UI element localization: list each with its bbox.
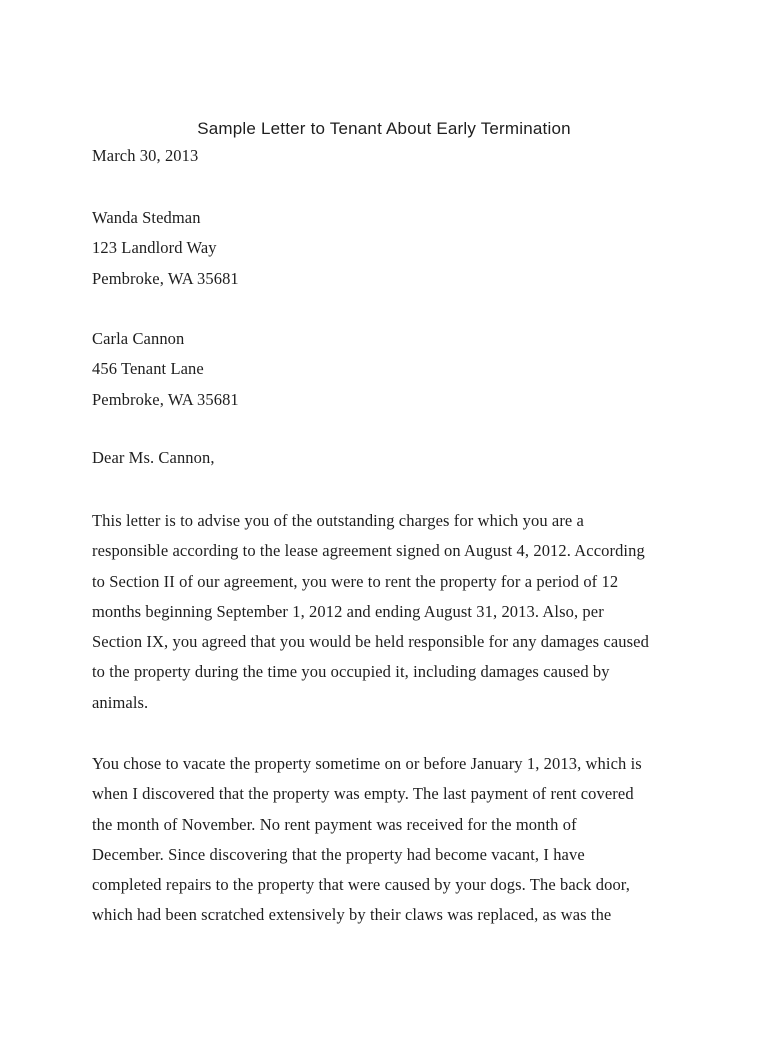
sender-street: 123 Landlord Way <box>92 238 217 258</box>
paragraph-line: which had been scratched extensively by their claws was replaced, as was the <box>92 905 612 925</box>
paragraph-line: This letter is to advise you of the outstanding charges for which you are a <box>92 511 584 530</box>
document-title: Sample Letter to Tenant About Early Termination <box>197 119 571 138</box>
paragraph-line: completed repairs to the property that were caused by your dogs. The back door, <box>92 875 630 895</box>
paragraph-line: responsible according to the lease agreement signed on August 4, 2012. According <box>92 541 645 561</box>
salutation: Dear Ms. Cannon, <box>92 448 215 467</box>
paragraph-line: to the property during the time you occupied it, including damages caused by <box>92 662 610 682</box>
paragraph-line: the month of November. No rent payment was received for the month of <box>92 814 577 834</box>
paragraph-line: animals. <box>92 692 149 712</box>
paragraph-line: months beginning September 1, 2012 and ending August 31, 2013. Also, per <box>92 601 604 621</box>
recipient-name: Carla Cannon <box>92 329 185 348</box>
paragraph-line: December. Since discovering that the property had become vacant, I have <box>92 844 585 864</box>
recipient-street: 456 Tenant Lane <box>92 359 204 379</box>
paragraph-line: to Section II of our agreement, you were to rent the property for a period of 12 <box>92 571 619 591</box>
paragraph-line: You chose to vacate the property sometime on or before January 1, 2013, which is <box>92 754 642 773</box>
sender-name: Wanda Stedman <box>92 208 201 227</box>
recipient-city-zip: Pembroke, WA 35681 <box>92 389 239 409</box>
sender-city-zip: Pembroke, WA 35681 <box>92 268 239 288</box>
paragraph-line: Section IX, you agreed that you would be held responsible for any damages caused <box>92 632 649 652</box>
recipient-address-block <box>92 324 239 415</box>
paragraph-line: when I discovered that the property was empty. The last payment of rent covered <box>92 784 634 804</box>
body-paragraph-2 <box>92 749 698 931</box>
letter-date: March 30, 2013 <box>92 146 199 165</box>
sender-address-block <box>92 203 239 294</box>
body-paragraph-1 <box>92 506 698 718</box>
